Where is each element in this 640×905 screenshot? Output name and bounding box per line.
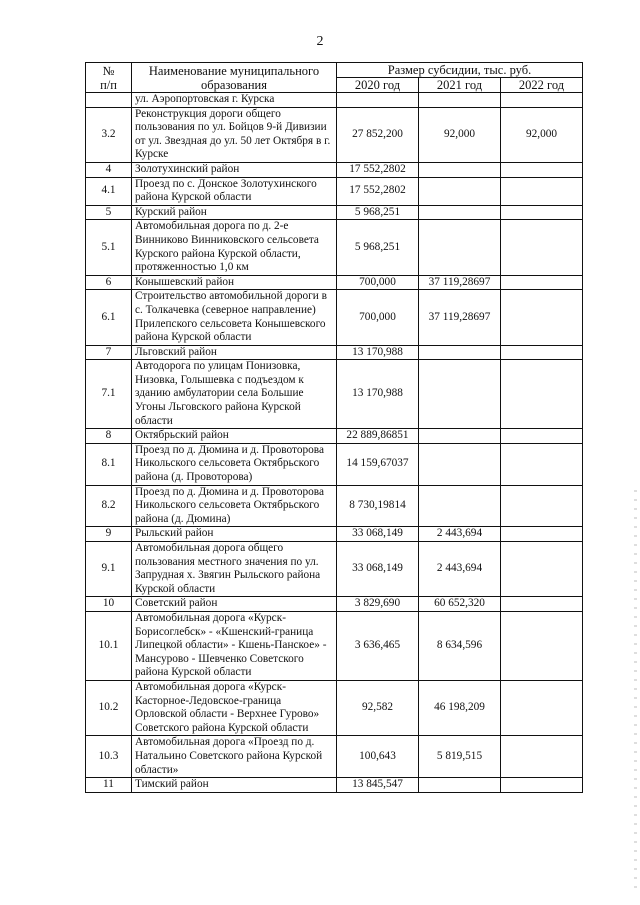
cell-2021 [419, 429, 501, 444]
cell-2022 [501, 290, 583, 345]
header-2022: 2022 год [501, 78, 583, 93]
table-row [86, 162, 583, 177]
cell-2020: 92,582 [337, 680, 419, 735]
table-header [86, 63, 583, 93]
cell-2021: 46 198,209 [419, 680, 501, 735]
cell-num: 8.2 [86, 485, 132, 527]
cell-2020: 700,000 [337, 275, 419, 290]
header-num [86, 63, 132, 93]
cell-2020 [337, 93, 419, 108]
cell-name: Строительство автомобильной дороги в с. Толкачевка (северное направление) Прилепского сельсовета Конышевского района Курской области [132, 290, 337, 345]
cell-2020: 17 552,2802 [337, 162, 419, 177]
cell-2022 [501, 220, 583, 275]
cell-2021 [419, 162, 501, 177]
cell-2021 [419, 177, 501, 205]
cell-2021: 37 119,28697 [419, 290, 501, 345]
cell-2020: 27 852,200 [337, 107, 419, 162]
scan-margin-marks [634, 490, 637, 890]
cell-num: 8 [86, 429, 132, 444]
cell-2021 [419, 443, 501, 485]
cell-num [86, 93, 132, 108]
cell-name: Льговский район [132, 345, 337, 360]
cell-2021 [419, 93, 501, 108]
cell-name: Проезд по с. Донское Золотухинского района Курской области [132, 177, 337, 205]
cell-name: Рыльский район [132, 527, 337, 542]
table-row [86, 680, 583, 735]
cell-2022 [501, 162, 583, 177]
header-name: Наименование муниципального образования [132, 63, 337, 93]
header-2021: 2021 год [419, 78, 501, 93]
cell-2020: 5 968,251 [337, 205, 419, 220]
cell-2022 [501, 680, 583, 735]
cell-num: 10.2 [86, 680, 132, 735]
cell-name: Октябрьский район [132, 429, 337, 444]
page-number: 2 [316, 34, 324, 49]
cell-num: 4 [86, 162, 132, 177]
cell-name: Автомобильная дорога «Проезд по д. Натальино Советского района Курской области» [132, 736, 337, 778]
cell-2022 [501, 275, 583, 290]
cell-name: Тимский район [132, 778, 337, 793]
cell-2020: 13 845,547 [337, 778, 419, 793]
cell-num: 3.2 [86, 107, 132, 162]
cell-2022 [501, 485, 583, 527]
cell-2020: 33 068,149 [337, 527, 419, 542]
cell-name: Автомобильная дорога по д. 2-е Винниково Винниковского сельсовета Курского района Курской области, протяженностью 1,0 км [132, 220, 337, 275]
table-row [86, 220, 583, 275]
cell-num: 4.1 [86, 177, 132, 205]
table-body [86, 93, 583, 793]
cell-name: Проезд по д. Дюмина и д. Провоторова Никольского сельсовета Октябрьского района (д. Провоторова) [132, 443, 337, 485]
cell-2022 [501, 597, 583, 612]
table-row [86, 611, 583, 680]
cell-name: Советский район [132, 597, 337, 612]
table-row [86, 597, 583, 612]
cell-num: 10.1 [86, 611, 132, 680]
cell-name: Курский район [132, 205, 337, 220]
cell-name: Проезд по д. Дюмина и д. Провоторова Никольского сельсовета Октябрьского района (д. Дюмина) [132, 485, 337, 527]
cell-2021: 37 119,28697 [419, 275, 501, 290]
cell-num: 8.1 [86, 443, 132, 485]
cell-num: 7.1 [86, 360, 132, 429]
subsidy-table [85, 62, 583, 793]
cell-2020: 3 636,465 [337, 611, 419, 680]
header-num-line1: № [102, 63, 115, 78]
table-row [86, 542, 583, 597]
table-row [86, 107, 583, 162]
cell-2021 [419, 220, 501, 275]
cell-2020: 14 159,67037 [337, 443, 419, 485]
table-row [86, 205, 583, 220]
table-row [86, 345, 583, 360]
cell-2022 [501, 205, 583, 220]
cell-2021: 60 652,320 [419, 597, 501, 612]
cell-name: Конышевский район [132, 275, 337, 290]
cell-num: 6.1 [86, 290, 132, 345]
table-row [86, 290, 583, 345]
cell-2021: 2 443,694 [419, 527, 501, 542]
cell-2022 [501, 527, 583, 542]
table-row [86, 443, 583, 485]
cell-name: ул. Аэропортовская г. Курска [132, 93, 337, 108]
cell-num: 7 [86, 345, 132, 360]
cell-2020: 700,000 [337, 290, 419, 345]
cell-2021: 2 443,694 [419, 542, 501, 597]
cell-name: Золотухинский район [132, 162, 337, 177]
cell-num: 5 [86, 205, 132, 220]
cell-2022: 92,000 [501, 107, 583, 162]
cell-2021: 92,000 [419, 107, 501, 162]
cell-2022 [501, 360, 583, 429]
header-num-line2: п/п [100, 77, 117, 92]
cell-2020: 3 829,690 [337, 597, 419, 612]
cell-2020: 13 170,988 [337, 360, 419, 429]
cell-2022 [501, 93, 583, 108]
cell-num: 10.3 [86, 736, 132, 778]
cell-num: 6 [86, 275, 132, 290]
cell-2022 [501, 611, 583, 680]
cell-num: 11 [86, 778, 132, 793]
cell-2022 [501, 345, 583, 360]
cell-name: Автомобильная дорога общего пользования местного значения по ул. Запрудная х. Звягин Рыльского района Курской области [132, 542, 337, 597]
cell-num: 5.1 [86, 220, 132, 275]
table-row [86, 527, 583, 542]
cell-2022 [501, 736, 583, 778]
cell-num: 10 [86, 597, 132, 612]
cell-num: 9.1 [86, 542, 132, 597]
cell-2020: 8 730,19814 [337, 485, 419, 527]
table-row [86, 429, 583, 444]
cell-2022 [501, 429, 583, 444]
cell-2020: 5 968,251 [337, 220, 419, 275]
cell-name: Реконструкция дороги общего пользования по ул. Бойцов 9-й Дивизии от ул. Звездная до ул. 50 лет Октября в г. Курске [132, 107, 337, 162]
table-row [86, 360, 583, 429]
cell-2021 [419, 205, 501, 220]
header-size: Размер субсидии, тыс. руб. [337, 63, 583, 78]
table-row [86, 485, 583, 527]
cell-name: Автомобильная дорога «Курск-Борисоглебск» - «Кшенский-граница Липецкой области» - Кшень-Панское» - Мансурово - Шевченко Советского района Курской области [132, 611, 337, 680]
cell-num: 9 [86, 527, 132, 542]
cell-2020: 100,643 [337, 736, 419, 778]
cell-2020: 13 170,988 [337, 345, 419, 360]
cell-2022 [501, 177, 583, 205]
cell-2020: 33 068,149 [337, 542, 419, 597]
cell-2021: 8 634,596 [419, 611, 501, 680]
table-row [86, 736, 583, 778]
cell-name: Автомобильная дорога «Курск-Касторное-Ледовское-граница Орловской области - Верхнее Гурово» Советского района Курской области [132, 680, 337, 735]
cell-2021 [419, 485, 501, 527]
cell-2021 [419, 345, 501, 360]
cell-2022 [501, 778, 583, 793]
cell-2020: 22 889,86851 [337, 429, 419, 444]
cell-2022 [501, 443, 583, 485]
cell-2020: 17 552,2802 [337, 177, 419, 205]
cell-2022 [501, 542, 583, 597]
table-row [86, 275, 583, 290]
table-row [86, 778, 583, 793]
cell-name: Автодорога по улицам Понизовка, Низовка, Голышевка с подъездом к зданию амбулатории села Большие Угоны Льговского района Курской области [132, 360, 337, 429]
cell-2021 [419, 778, 501, 793]
table-row [86, 93, 583, 108]
cell-2021: 5 819,515 [419, 736, 501, 778]
table-row [86, 177, 583, 205]
cell-2021 [419, 360, 501, 429]
header-2020: 2020 год [337, 78, 419, 93]
